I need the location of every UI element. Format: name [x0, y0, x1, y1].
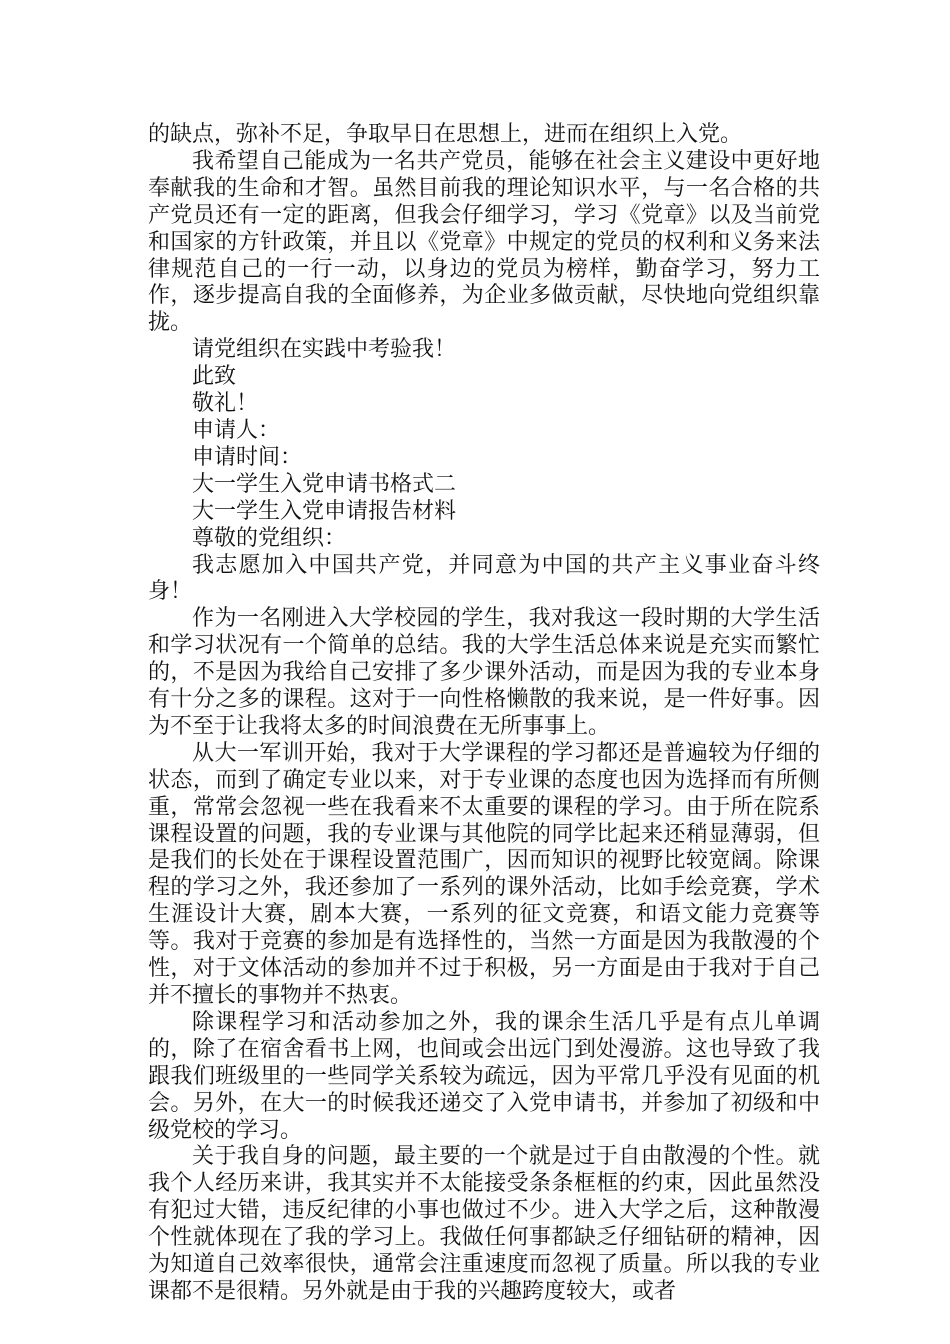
applicant-label: 申请人： [192, 417, 281, 443]
paragraph-volunteer: 我志愿加入中国共产党，并同意为中国的共产主义事业奋斗终身！ [148, 552, 820, 605]
section-subtitle-report: 大一学生入党申请报告材料 [192, 498, 457, 524]
paragraph-aspiration: 我希望自己能成为一名共产党员，能够在社会主义建设中更好地奉献我的生命和才智。虽然目前我的理论知识水平，与一名合格的共产党员还有一定的距离，但我会仔细学习，学习《党章》以及当前党和国家的方针政策，并且以《党章》中规定的党员的权利和义务来法律规范自己的一行一动，以身边的党员为榜样，勤奋学习，努力工作，逐步提高自我的全面修养，为企业多做贡献，尽快地向党组织靠拢。 [148, 148, 820, 336]
salutation-cizhi: 此致 [192, 364, 237, 390]
paragraph-studies: 从大一军训开始，我对于大学课程的学习都还是普遍较为仔细的状态，而到了确定专业以来，对于专业课的态度也因为选择而有所侧重，常常会忽视一些在我看来不太重要的课程的学习。由于所在院系课程设置的问题，我的专业课与其他院的同学比起来还稍显薄弱，但是我们的长处在于课程设置范围广，因而知识的视野比较宽阔。除课程的学习之外，我还参加了一系列的课外活动，比如手绘竞赛，学术生涯设计大赛，剧本大赛，一系列的征文竞赛，和语文能力竞赛等等。我对于竞赛的参加是有选择性的，当然一方面是因为我散漫的个性，对于文体活动的参加并不过于积极，另一方面是由于我对于自己并不擅长的事物并不热衷。 [148, 740, 820, 1008]
paragraph-closing-line: 的缺点，弥补不足，争取早日在思想上，进而在组织上入党。 [148, 122, 743, 147]
application-date-label: 申请时间： [192, 444, 303, 470]
paragraph-leisure: 除课程学习和活动参加之外，我的课余生活几乎是有点儿单调的，除了在宿舍看书上网，也间或会出远门到处漫游。这也导致了我跟我们班级里的一些同学关系较为疏远，因为平常几乎没有见面的机会。另外，在大一的时候我还递交了入党申请书，并参加了初级和中级党校的学习。 [148, 1009, 820, 1143]
paragraph-self-problems: 关于我自身的问题，最主要的一个就是过于自由散漫的个性。就我个人经历来讲，我其实并不太能接受条条框框的约束，因此虽然没有犯过大错，违反纪律的小事也做过不少。进入大学之后，这种散漫个性就体现在了我的学习上。我做任何事都缺乏仔细钻研的精神，因为知道自己效率很快，通常会注重速度而忽视了质量。所以我的专业课都不是很精。另外就是由于我的兴趣跨度较大，或者 [148, 1144, 820, 1304]
salutation-jingli: 敬礼！ [192, 391, 259, 417]
paragraph-summary: 作为一名刚进入大学校园的学生，我对我这一段时期的大学生活和学习状况有一个简单的总结。我的大学生活总体来说是充实而繁忙的，不是因为我给自己安排了多少课外活动，而是因为我的专业本身有十分之多的课程。这对于一向性格懒散的我来说，是一件好事。因为不至于让我将太多的时间浪费在无所事事上。 [148, 606, 820, 739]
section-title-format-two: 大一学生入党申请书格式二 [192, 471, 457, 497]
document-page [148, 122, 820, 1306]
paragraph-request: 请党组织在实践中考验我！ [192, 337, 457, 363]
greeting: 尊敬的党组织： [192, 525, 347, 551]
